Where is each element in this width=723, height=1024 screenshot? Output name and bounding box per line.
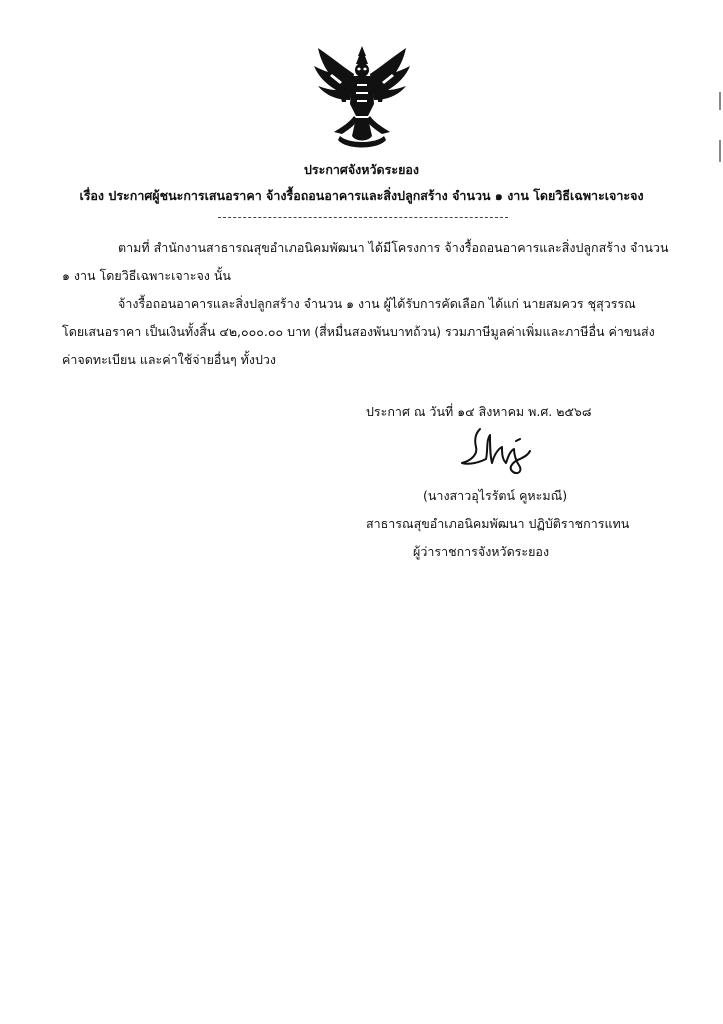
- signer-name: (นางสาวอุไรรัตน์ คูหะมณี): [423, 488, 568, 503]
- garuda-emblem-icon: [312, 44, 412, 152]
- paragraph-1-line-1: ตามที่ สำนักงานสาธารณสุขอำเภอนิคมพัฒนา ได้มีโครงการ จ้างรื้อถอนอาคารและสิ่งปลูกสร้าง จำนวน: [118, 240, 669, 255]
- paragraph-1-line-2: ๑ งาน โดยวิธีเฉพาะเจาะจง นั้น: [62, 268, 231, 283]
- scan-edge-mark: [719, 140, 721, 162]
- scan-edge-mark: [719, 92, 721, 110]
- handwritten-signature: [456, 425, 536, 477]
- paragraph-2-line-2: โดยเสนอราคา เป็นเงินทั้งสิ้น ๔๒,๐๐๐.๐๐ บาท (สี่หมื่นสองพันบาทถ้วน) รวมภาษีมูลค่าเพิ่มและภาษีอื่น ค่าขนส่ง: [62, 324, 655, 339]
- subject-line: เรื่อง ประกาศผู้ชนะการเสนอราคา จ้างรื้อถอนอาคารและสิ่งปลูกสร้าง จำนวน ๑ งาน โดยวิธีเฉพาะเจาะจง: [79, 188, 644, 203]
- divider-line: [218, 217, 508, 218]
- announcement-date: ประกาศ ณ วันที่ ๑๔ สิงหาคม พ.ศ. ๒๕๖๘: [366, 404, 592, 419]
- signer-position: สาธารณสุขอำเภอนิคมพัฒนา ปฏิบัติราชการแทน: [366, 516, 630, 531]
- paragraph-2-line-1: จ้างรื้อถอนอาคารและสิ่งปลูกสร้าง จำนวน ๑ งาน ผู้ได้รับการคัดเลือก ได้แก่ นายสมควร ชุสุวรรณ: [118, 296, 636, 311]
- paragraph-2-line-3: ค่าจดทะเบียน และค่าใช้จ่ายอื่นๆ ทั้งปวง: [62, 352, 277, 367]
- signer-authority: ผู้ว่าราชการจังหวัดระยอง: [413, 544, 550, 559]
- agency-title: ประกาศจังหวัดระยอง: [303, 162, 420, 177]
